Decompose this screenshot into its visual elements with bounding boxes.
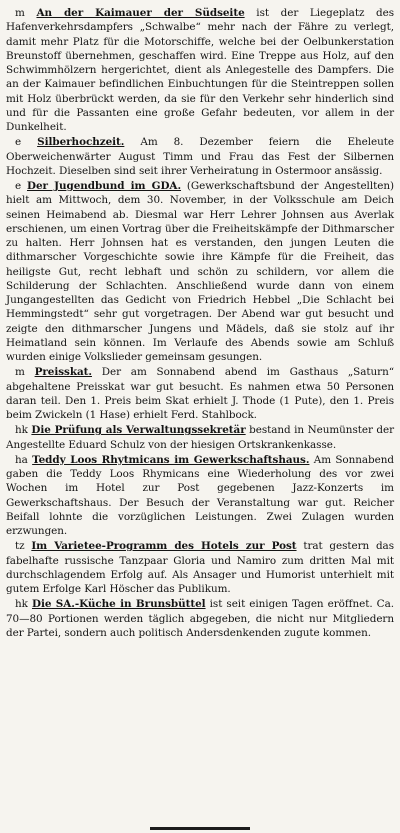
article-body: ist der Liegeplatz des Hafenverkehrsdampfers „Schwalbe“ mehr nach der Fähre zu verlegt, damit mehr Platz für die Motorschiffe, welche bei der Oelbunkerstation Breunstoff übernehmen, geschaffen wird. Eine Treppe aus Holz, auf den Schwimmhölzern hergerichtet, dient als Anlegestelle des Dampfers. Die an der Kaimauer befindlichen Einbuchtungen für die Steintreppen sollen mit Holz überbrückt werden, da sie für den Verkehr sehr hinderlich sind und für die Passanten eine große Gefahr bedeuten, vor allem in der Dunkelheit. <box>6 7 394 133</box>
article-body: Der am Sonnabend abend im Gasthaus „Saturn“ abgehaltene Preisskat war gut besucht. Es nahmen etwa 50 Personen daran teil. Den 1. Preis beim Skat erhielt J. Thode (1 Pute), den 1. Preis beim Zwickeln (1 Hase) erhielt Ferd. Stahlbock. <box>6 366 394 421</box>
article-body: trat gestern das fabelhafte russische Tanzpaar Gloria und Namiro zum dritten Mal mit durchschlagendem Erfolg auf. Als Ansager und Humorist unterhielt mit gutem Erfolge Karl Höscher das Publikum. <box>6 540 394 595</box>
article-body: (Gewerkschaftsbund der Angestellten) hielt am Mittwoch, dem 30. November, in der Volksschule am Deich seinen Heimabend ab. Diesmal war Herr Lehrer Johnsen aus Averlak erschienen, um einen Vortrag über die Freiheitskämpfe der Dithmarscher zu halten. Herr Johnsen hat es verstanden, den jungen Leuten die dithmarscher Vorgeschichte sowie ihre Kämpfe für die Freiheit, das heiligste Gut, recht lebhaft und schön zu schildern, vor allem die Schilderung der Schlachten. Anschließend wurde dann von einem Jungangestellten das Gedicht von Friedrich Hebbel „Die Schlacht bei Hemmingstedt“ sehr gut vorgetragen. Der Abend war gut besucht und zeigte den dithmarscher Jungens und Mädels, daß sie stolz auf ihr Heimatland sein können. Im Verlaufe des Abends sowie am Schluß wurden einige Volkslieder gemeinsam gesungen. <box>6 180 394 363</box>
article-silberhochzeit <box>6 135 394 178</box>
article-headline: Der Jugendbund im GDA. <box>26 180 182 192</box>
article-preisskat <box>6 365 394 422</box>
article-sa-kueche <box>6 597 394 640</box>
column-end-rule <box>150 827 250 833</box>
article-varietee <box>6 539 394 596</box>
article-author-tag: e <box>15 180 22 192</box>
article-author-tag: e <box>15 136 22 149</box>
article-headline: Die SA.-Küche in Brunsbüttel <box>31 598 206 611</box>
article-headline: An der Kaimauer der Südseite <box>36 7 245 19</box>
article-author-tag: m <box>15 366 25 379</box>
article-headline: Die Prüfung als Verwaltungssekretär <box>31 424 246 437</box>
article-headline: Im Varietee-Programm des Hotels zur Post <box>31 540 297 553</box>
article-headline: Silberhochzeit. <box>37 136 125 149</box>
article-body: Am 8. Dezember feiern die Eheleute Oberweichenwärter August Timm und Frau das Fest der Silbernen Hochzeit. Dieselben sind seit ihrer Verheiratung in Ostermoor ansässig. <box>6 136 394 177</box>
article-headline: Preisskat. <box>34 366 92 379</box>
article-author-tag: hk <box>15 598 28 611</box>
article-author-tag: m <box>15 7 25 19</box>
article-body: bestand in Neumünster der Angestellte Eduard Schulz von der hiesigen Ortskrankenkasse. <box>6 424 394 451</box>
article-body: Am Sonnabend gaben die Teddy Loos Rhymicans eine Wiederholung des vor zwei Wochen im Hotel zur Post gegebenen Jazz-Konzerts im Gewerkschaftshaus. Der Besuch der Veranstaltung war gut. Reicher Beifall lohnte die vorzüglichen Leistungen. Zwei Zulagen wurden erzwungen. <box>6 453 394 537</box>
article-headline: Teddy Loos Rhytmicans im Gewerkschaftshaus. <box>32 453 310 466</box>
article-jugendbund <box>6 179 394 364</box>
article-body: ist seit einigen Tagen eröffnet. Ca. 70—80 Portionen werden täglich abgegeben, die nicht nur Mitgliedern der Partei, sondern auch politisch Andersdenkenden zugute kommen. <box>6 598 394 639</box>
article-pruefung <box>6 423 394 452</box>
article-kaimauer <box>6 6 394 134</box>
article-teddy-loos <box>6 453 394 539</box>
article-author-tag: ha <box>15 453 28 466</box>
article-author-tag: tz <box>15 540 25 553</box>
article-author-tag: hk <box>15 424 28 437</box>
